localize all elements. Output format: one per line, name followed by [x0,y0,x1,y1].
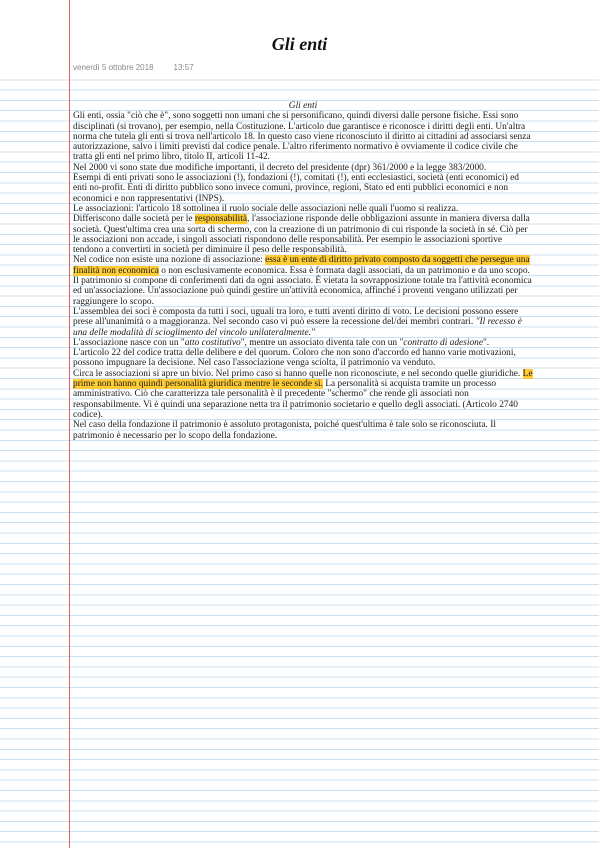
page-title[interactable]: Gli enti [271,34,328,54]
paragraph-text: ", mentre un associato diventa tale con un " [240,337,404,348]
page-date: venerdì 5 ottobre 2018 [73,63,154,72]
italic-text: atto costitutivo [184,337,241,348]
highlighted-text: Le prime non hanno quindi personalità giuridica mentre le seconde sì. [73,368,533,390]
highlighted-text: essa è un ente di diritto privato composto da soggetti che persegue una finalità non economica [73,255,530,276]
italic-text: "Il recesso è una delle modalità di scioglimento del vincolo unilateralmente." [73,317,522,338]
note-paragraph [73,420,533,441]
italic-text: contratto di adesione [403,337,483,348]
paragraph-text: Nel 2000 vi sono state due modifiche importanti, il decreto del presidente (dpr) 361/2000 e la legge 383/2000. [73,162,487,173]
paragraph-text: Nel caso della fondazione il patrimonio è assoluto protagonista, poiché quest'ultima è tale solo se riconosciuta. Il patrimonio è necessario per lo scopo della fondazione. [73,420,496,441]
note-paragraph [73,163,533,173]
paragraph-text: Gli enti, ossia "ciò che è", sono soggetti non umani che si personificano, quindi diversi dalle persone fisiche. Essi sono disciplinati (si trovano), per esempio, nella Costituzione. L'articolo due garantisce e riconosce i diritti degli enti. Un'altra norma che tutela gli enti si trova nell'articolo 18. In questo caso viene riconosciuto il diritto ai cittadini ad associarsi senza autorizzazione, salvo i limiti previsti dal codice penale. L'altro riferimento normativo è ovviamente il codice civile che tratta gli enti nel primo libro, titolo II, articoli 11-42. [73,111,531,163]
note-paragraph [73,173,533,204]
note-paragraph [73,307,533,338]
note-paragraph [73,214,533,255]
paragraph-text: La personalità si acquista tramite un processo amministrativo. Ciò che caratterizza tale personalità è il precedente "schermo" che rende gli associati non responsabilmente. Vi è quindi una separazione netta tra il patrimonio societario e quello degli associati. (Articolo 2740 codice). [73,379,518,420]
note-paragraph [73,111,533,162]
highlighted-text: responsabilità [194,214,247,225]
page-time: 13:57 [173,63,194,72]
note-paragraph [73,348,533,369]
paragraph-text: Circa le associazioni si apre un bivio. Nel primo caso si hanno quelle non riconosciute, e nel secondo quelle giuridiche. [73,368,523,379]
note-paragraph [73,369,533,420]
margin-line [69,0,70,848]
paragraph-text: L'assemblea dei soci è composta da tutti i soci, uguali tra loro, e tutti aventi diritto di voto. Le decisioni possono essere prese all'unanimità o a maggioranza. Nel secondo caso vi può essere la recessione del/dei membri contrari. [73,306,519,328]
page-timestamp [73,63,194,72]
note-paragraph [73,338,533,348]
paragraph-text: Le associazioni: l'articolo 18 sottolinea il ruolo sociale delle associazioni nelle quali l'uomo si realizza. [73,203,459,214]
paragraph-text: Differiscono dalle società per le [73,214,195,225]
paragraph-text: Esempi di enti privati sono le associazioni (!), fondazioni (!), comitati (!), enti ecclesiastici, società (enti economici) ed enti no-profit. Enti di diritto pubblico sono invece comuni, province, regioni, Stato ed enti pubblici economici e non economici e non rappresentativi (INPS). [73,173,519,204]
note-paragraph [73,255,533,306]
note-paragraph [73,204,533,214]
paragraph-text: Nel codice non esiste una nozione di associazione: [73,255,266,266]
paragraph-text: o non esclusivamente economica. Essa è formata dagli associati, da un patrimonio e da uno scopo. Il patrimonio si compone di conferimenti dati da ogni associato. È vietata la sovrapposizione totale tra l'attività economica ed un'associazione. Un'associazione può quindi gestire un'attività economica, affinché i proventi vengano utilizzati per raggiungere lo scopo. [73,265,532,307]
paragraph-text: ". [482,337,490,348]
note-container[interactable] [73,101,533,441]
paragraph-text: L'articolo 22 del codice tratta delle delibere e del quorum. Coloro che non sono d'accordo ed hanno varie motivazioni, possono impugnare la decisione. Nel caso l'associazione venga sciolta, il patrimonio va venduto. [73,348,516,369]
paragraph-text: L'associazione nasce con un " [73,337,185,348]
paragraph-text: , l'associazione risponde delle obbligazioni assunte in maniera diversa dalla società. Quest'ultima crea una sorta di schermo, con la creazione di un patrimonio di cui risponde la società in sé. Ciò per le associazioni non accade, i singoli associati rispondono delle responsabilità. Per esempio le associazioni sportive tendono a convertirti in società per diminuire il peso delle responsabilità. [73,214,530,256]
note-heading: Gli enti [288,101,318,111]
